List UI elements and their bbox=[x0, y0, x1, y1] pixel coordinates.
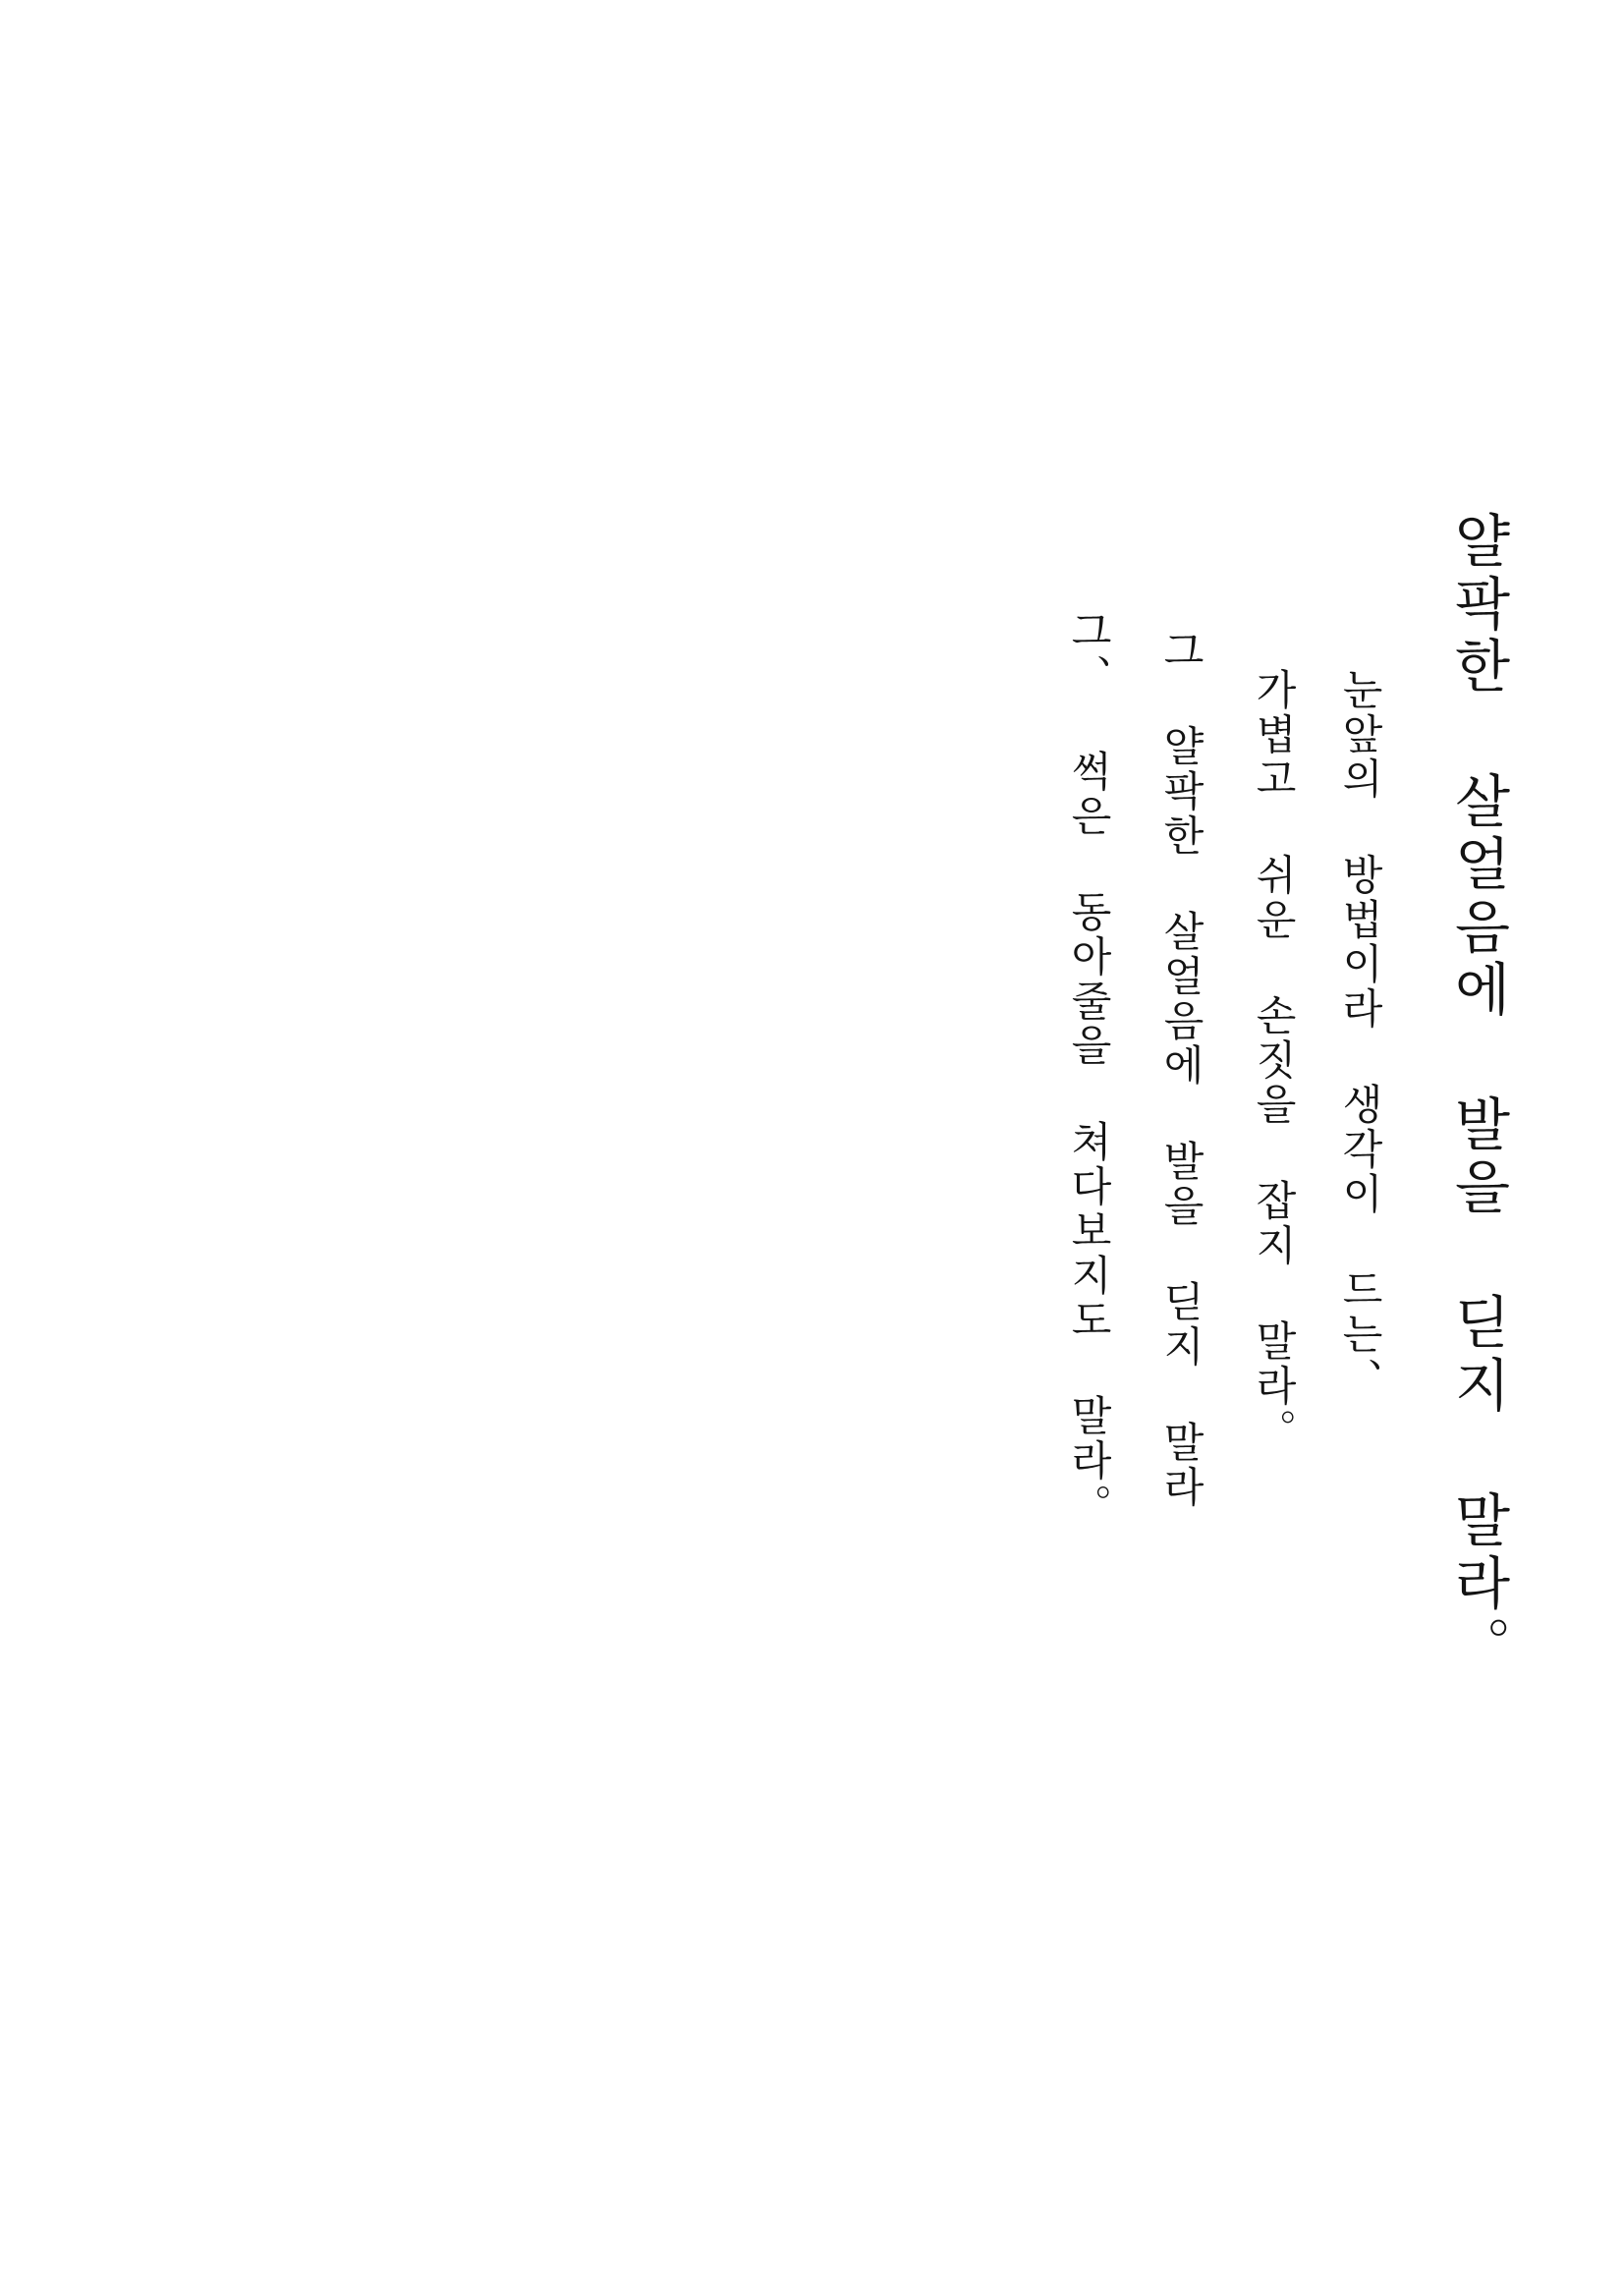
vertical-text-block bbox=[1023, 511, 1511, 1886]
text-line-body-1: 눈앞의 방법이라 생각이 드는、 bbox=[1336, 668, 1384, 1402]
text-line-body-2: 가볍고 쉬운 손짓을 잡지 말라。 bbox=[1250, 668, 1298, 1454]
text-line-title: 얄팍한 살얼음에 발을 딛지 말라。 bbox=[1444, 511, 1511, 1679]
text-line-body-4: 그、 썩은 동아줄을 쳐다보지도 말라。 bbox=[1065, 609, 1113, 1529]
text-line-body-3: 그 얄팍한 살얼음에 발을 딛지 말라 bbox=[1157, 629, 1205, 1510]
